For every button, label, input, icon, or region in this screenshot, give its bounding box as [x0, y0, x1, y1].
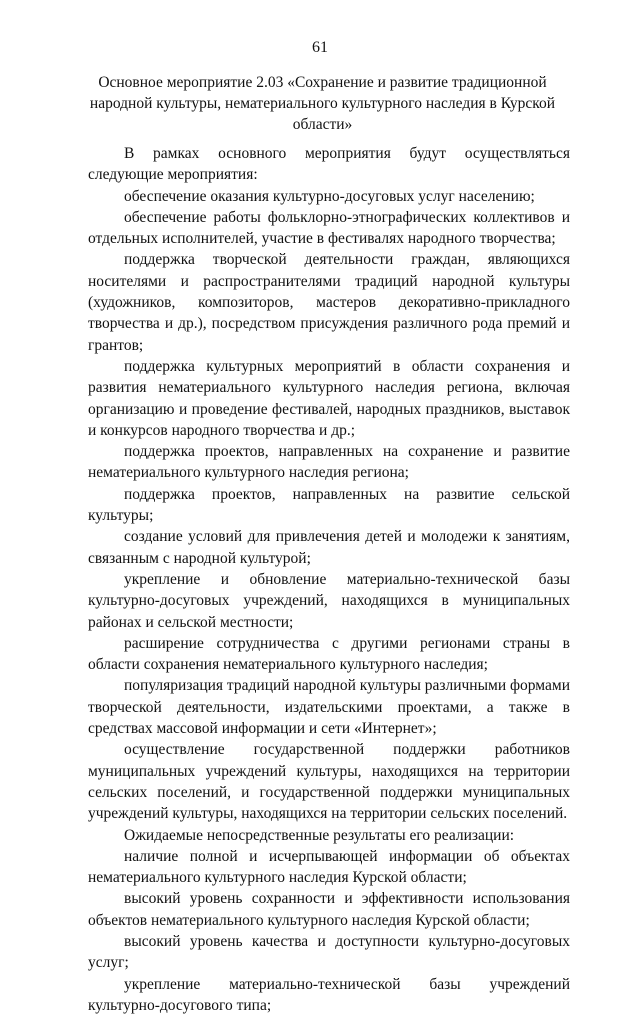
paragraph: поддержка проектов, направленных на сохранение и развитие нематериального культурного наследия региона; — [88, 443, 570, 482]
paragraph: поддержка творческой деятельности граждан, являющихся носителями и распространителями традиций народной культуры (художников, композиторов, мастеров декоративно-прикладного творчества и др.), посредством присуждения различного рода премий и грантов; — [88, 251, 570, 354]
page-number: 61 — [312, 39, 328, 56]
paragraph: создание условий для привлечения детей и молодежи к занятиям, связанным с народной культурой; — [88, 528, 570, 567]
paragraph-results-intro: Ожидаемые непосредственные результаты его реализации: — [124, 826, 515, 844]
section-heading: Основное мероприятие 2.03 «Сохранение и развитие традиционной народной культуры, нематериального культурного наследия в Курской области» — [89, 74, 556, 133]
paragraph: укрепление материально-технической базы учреждений культурно-досугового типа; — [88, 975, 570, 1014]
paragraph: обеспечение работы фольклорно-этнографических коллективов и отдельных исполнителей, участие в фестивалях народного творчества; — [88, 208, 570, 248]
paragraph: популяризация традиций народной культуры различными формами творческой деятельности, издательскими проектами, а также в средствах массовой информации и сети «Интернет»; — [88, 677, 570, 738]
paragraph: укрепление и обновление материально-технической базы культурно-досуговых учреждений, находящихся в муниципальных районах и сельской местности; — [88, 570, 570, 631]
paragraph: осуществление государственной поддержки работников муниципальных учреждений культуры, находящихся на территории сельских поселений, и государственной поддержки муниципальных учреждений культуры, находящихся на территории сельских поселений. — [88, 741, 570, 823]
body-text — [88, 143, 570, 1016]
paragraph: обеспечение оказания культурно-досуговых услуг населению; — [124, 187, 535, 205]
paragraph: поддержка проектов, направленных на развитие сельской культуры; — [88, 485, 570, 525]
paragraph: поддержка культурных мероприятий в области сохранения и развития нематериального культурного наследия региона, включая организацию и проведение фестивалей, народных праздников, выставок и конкурсов народного творчества и др.; — [88, 357, 570, 439]
paragraph: высокий уровень качества и доступности культурно-досуговых услуг; — [88, 932, 570, 972]
paragraph-intro: В рамках основного мероприятия будут осуществляться следующие мероприятия: — [88, 145, 570, 184]
paragraph: высокий уровень сохранности и эффективности использования объектов нематериального культурного наследия Курской области; — [88, 890, 570, 929]
paragraph: наличие полной и исчерпывающей информации об объектах нематериального культурного наследия Курской области; — [88, 847, 570, 887]
paragraph: расширение сотрудничества с другими регионами страны в области сохранения нематериального культурного наследия; — [88, 634, 570, 674]
